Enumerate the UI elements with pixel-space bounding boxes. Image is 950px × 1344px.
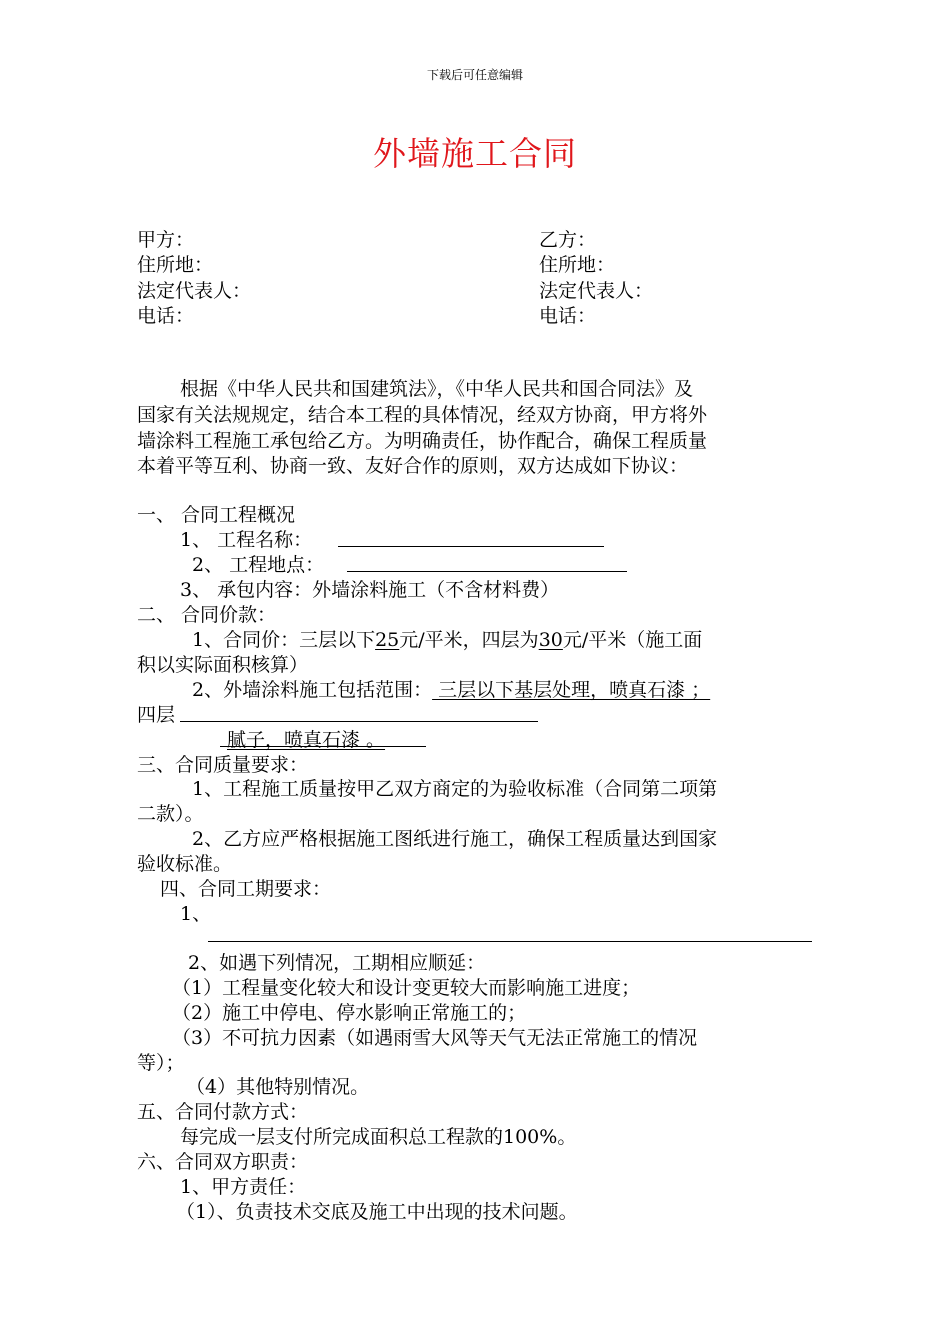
quality-line: 1、工程施工质量按甲乙双方商定的为验收标准（合同第二项第 [192, 778, 718, 800]
scope-range-label: 2、外墙涂料施工包括范围： [192, 679, 433, 701]
delay-case: （4）其他特别情况。 [186, 1076, 370, 1098]
section-3-heading: 三、合同质量要求： [137, 754, 309, 776]
document-title: 外墙施工合同 [373, 134, 577, 173]
scope-range-line [192, 678, 710, 702]
page-header: 下载后可任意编辑 [426, 68, 523, 82]
section-6-heading: 六、合同双方职责： [137, 1151, 309, 1173]
schedule-item-1-blank [208, 941, 812, 942]
quality-line: 2、乙方应严格根据施工图纸进行施工，确保工程质量达到国家 [192, 828, 718, 850]
scope-floor-4-label: 四层 [137, 704, 176, 726]
payment-line: 每完成一层支付所完成面积总工程款的100%。 [180, 1126, 577, 1148]
party-a-duty-item: （1）、负责技术交底及施工中出现的技术问题。 [176, 1201, 578, 1223]
delay-case: （2）施工中停电、停水影响正常施工的； [172, 1002, 527, 1024]
party-a-duty-heading: 1、甲方责任： [180, 1176, 307, 1198]
section-4-heading: 四、合同工期要求： [160, 878, 332, 900]
price-floor-4: 30 [538, 629, 563, 651]
delay-case: （3）不可抗力因素（如遇雨雪大风等天气无法正常施工的情况 [172, 1027, 698, 1049]
scope-floor-4-value: 腻子，喷真石漆 。 [227, 729, 386, 751]
section-1-heading: 一、 合同工程概况 [137, 504, 296, 526]
section-5-heading: 五、合同付款方式： [137, 1101, 309, 1123]
quality-line: 验收标准。 [137, 853, 233, 875]
schedule-item-1: 1、 [180, 903, 212, 925]
project-name-blank [338, 546, 604, 547]
intro-line: 本着平等互利、协商一致、友好合作的原则，双方达成如下协议： [137, 455, 689, 477]
scope-range-value: 三层以下基层处理，喷真石漆 ； [432, 679, 711, 701]
party-a-phone: 电话： [137, 305, 195, 327]
contract-price-line [192, 628, 702, 652]
project-location-label: 2、 工程地点： [192, 554, 325, 576]
scope-floor-4-blank [180, 721, 538, 722]
quality-line: 二款）。 [137, 803, 204, 825]
party-a-rep: 法定代表人： [137, 280, 252, 302]
price-text: 元/平米（施工面 [562, 629, 703, 651]
project-location-blank [347, 571, 627, 572]
price-text: 元/平米，四层为 [399, 629, 539, 651]
delay-case: 等）； [137, 1052, 185, 1074]
party-b-rep: 法定代表人： [539, 280, 654, 302]
price-below-3: 25 [375, 629, 400, 651]
party-b-name: 乙方： [539, 229, 597, 251]
party-b-address: 住所地： [539, 254, 616, 276]
party-a-name: 甲方： [137, 229, 195, 251]
party-b-phone: 电话： [539, 305, 597, 327]
price-text: 1、合同价：三层以下 [192, 629, 376, 651]
party-a-address: 住所地： [137, 254, 214, 276]
project-name-label: 1、 工程名称： [180, 529, 313, 551]
intro-line: 根据《中华人民共和国建筑法》，《中华人民共和国合同法》及 [180, 378, 694, 400]
scope-line: 3、 承包内容：外墙涂料施工（不含材料费） [180, 579, 560, 601]
intro-line: 墙涂料工程施工承包给乙方。为明确责任，协作配合，确保工程质量 [137, 430, 708, 452]
delay-case: （1）工程量变化较大和设计变更较大而影响施工进度； [172, 977, 641, 999]
schedule-item-2: 2、如遇下列情况，工期相应顺延： [188, 952, 486, 974]
intro-line: 国家有关法规规定，结合本工程的具体情况，经双方协商，甲方将外 [137, 404, 708, 426]
section-2-heading: 二、 合同价款： [137, 604, 277, 626]
contract-price-line-cont: 积以实际面积核算） [137, 654, 309, 676]
scope-floor-4-underline [220, 746, 426, 747]
